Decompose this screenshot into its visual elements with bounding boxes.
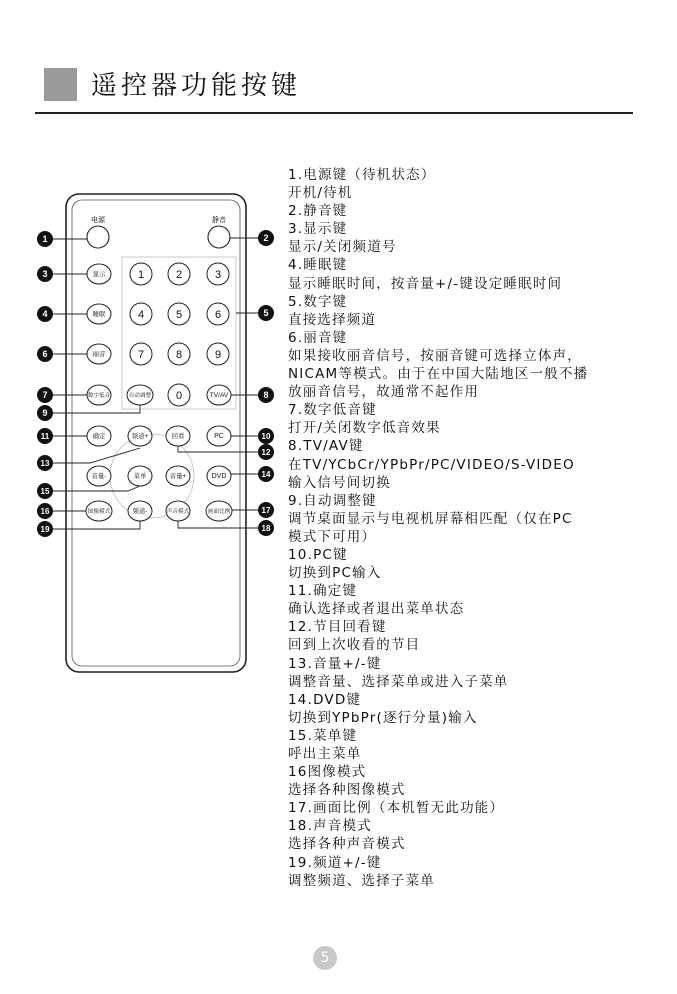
digit-3-label: 3 bbox=[214, 269, 222, 281]
description-line: 模式下可用） bbox=[288, 528, 377, 545]
callout-5-label: 5 bbox=[263, 308, 269, 318]
description-line: 开机/待机 bbox=[288, 185, 353, 202]
description-line: 调整频道、选择子菜单 bbox=[288, 872, 435, 889]
callout-11-label: 11 bbox=[40, 432, 50, 441]
digit-4-label: 4 bbox=[137, 309, 145, 321]
description-line: 8.TV/AV键 bbox=[288, 438, 364, 455]
description-line: 11.确定键 bbox=[288, 583, 358, 600]
description-line: 打开/关闭数字低音效果 bbox=[288, 420, 441, 437]
description-line: NICAM等模式。由于在中国大陆地区一般不播 bbox=[288, 366, 589, 383]
digit-1-label: 1 bbox=[137, 269, 145, 281]
callout-9-label: 9 bbox=[42, 408, 48, 418]
description-line: 显示/关闭频道号 bbox=[288, 239, 397, 256]
display-label: 显示 bbox=[92, 271, 106, 278]
description-line: 显示睡眠时间，按音量+/-键设定睡眠时间 bbox=[288, 275, 563, 292]
menu-label: 菜单 bbox=[133, 473, 147, 480]
pc-label: PC bbox=[214, 433, 224, 440]
description-line: 选择各种声音模式 bbox=[288, 836, 406, 853]
description-line: 2.静音键 bbox=[288, 203, 348, 220]
digit-5-label: 5 bbox=[175, 309, 183, 321]
digit-0-label: 0 bbox=[175, 390, 183, 402]
description-line: 切换到YPbPr(逐行分量)输入 bbox=[288, 709, 478, 726]
callout-10-label: 10 bbox=[261, 432, 271, 441]
description-line: 3.显示键 bbox=[288, 221, 348, 238]
description-line: 在TV/YCbCr/YPbPr/PC/VIDEO/S-VIDEO bbox=[288, 456, 575, 473]
nicam-label: 丽音 bbox=[92, 351, 106, 358]
description-line: 7.数字低音键 bbox=[288, 402, 377, 419]
tvav-label: TV/AV bbox=[209, 392, 229, 399]
power-button bbox=[87, 226, 109, 248]
description-line: 调节桌面显示与电视机屏幕相匹配（仅在PC bbox=[288, 510, 573, 527]
description-line: 13.音量+/-键 bbox=[288, 655, 382, 672]
description-line: 选择各种图像模式 bbox=[288, 782, 406, 799]
description-line: 15.菜单键 bbox=[288, 727, 358, 744]
sleep-label: 睡眠 bbox=[92, 311, 106, 318]
bass-label: 数字低音 bbox=[87, 393, 111, 399]
callout-19-label: 19 bbox=[40, 525, 50, 534]
callout-2-label: 2 bbox=[263, 233, 269, 243]
callout-7-label: 7 bbox=[42, 390, 48, 400]
picture-label: 图像模式 bbox=[87, 509, 111, 515]
mute-button bbox=[208, 226, 230, 248]
description-line: 直接选择频道 bbox=[288, 311, 377, 328]
ch-minus-label: 频道- bbox=[132, 508, 148, 515]
description-line: 如果接收丽音信号，按丽音键可选择立体声， bbox=[288, 347, 582, 364]
power-label: 电源 bbox=[91, 217, 105, 224]
description-line: 19.频道+/-键 bbox=[288, 854, 382, 871]
recall-label: 回看 bbox=[171, 433, 185, 440]
description-line: 16图像模式 bbox=[288, 764, 367, 781]
callout-16-label: 16 bbox=[40, 507, 50, 516]
description-line: 10.PC键 bbox=[288, 546, 348, 563]
aspect-label: 画面比例 bbox=[207, 509, 231, 515]
description-line: 5.数字键 bbox=[288, 293, 348, 310]
auto-label: 自动调整 bbox=[128, 393, 152, 399]
description-line: 放丽音信号，故通常不起作用 bbox=[288, 384, 480, 401]
function-description-list bbox=[288, 166, 668, 890]
callout-15-label: 15 bbox=[40, 487, 50, 496]
digit-6-label: 6 bbox=[214, 309, 222, 321]
ok-label: 确定 bbox=[92, 433, 106, 440]
description-line: 4.睡眠键 bbox=[288, 257, 348, 274]
digit-7-label: 7 bbox=[137, 349, 145, 361]
digit-8-label: 8 bbox=[175, 349, 183, 361]
description-line: 1.电源键（待机状态） bbox=[288, 167, 436, 183]
callout-1-label: 1 bbox=[42, 234, 48, 244]
callout-4-label: 4 bbox=[42, 309, 48, 319]
vol-minus-label: 音量- bbox=[91, 473, 107, 480]
callout-17-label: 17 bbox=[261, 506, 271, 515]
callout-6-label: 6 bbox=[42, 349, 48, 359]
description-line: 确认选择或者退出菜单状态 bbox=[288, 601, 465, 618]
description-line: 12.节目回看键 bbox=[288, 619, 387, 636]
description-line: 17.画面比例（本机暂无此功能） bbox=[288, 800, 505, 817]
vol-plus-label: 音量+ bbox=[169, 473, 187, 480]
remote-control-diagram bbox=[0, 0, 300, 700]
dvd-label: DVD bbox=[211, 473, 227, 480]
description-line: 调整音量、选择菜单或进入子菜单 bbox=[288, 673, 509, 690]
mute-label: 静音 bbox=[212, 217, 226, 224]
description-line: 输入信号间切换 bbox=[288, 474, 391, 491]
digit-2-label: 2 bbox=[175, 269, 183, 281]
callout-18-label: 18 bbox=[261, 524, 271, 533]
page-title: 遥控器功能按键 bbox=[91, 71, 302, 101]
callout-13-label: 13 bbox=[40, 459, 50, 468]
description-line: 切换到PC输入 bbox=[288, 565, 382, 582]
description-line: 6.丽音键 bbox=[288, 329, 348, 346]
ch-plus-label: 频道+ bbox=[131, 433, 149, 440]
page-number: 5 bbox=[313, 946, 337, 970]
description-line: 回到上次收看的节目 bbox=[288, 637, 421, 654]
callout-8-label: 8 bbox=[263, 390, 269, 400]
digit-9-label: 9 bbox=[214, 349, 222, 361]
description-line: 18.声音模式 bbox=[288, 818, 372, 835]
description-line: 呼出主菜单 bbox=[288, 746, 362, 762]
description-line: 14.DVD键 bbox=[288, 691, 362, 708]
callout-3-label: 3 bbox=[42, 269, 48, 279]
callout-12-label: 12 bbox=[261, 448, 271, 457]
sound-label: 声音模式 bbox=[166, 509, 190, 515]
callout-14-label: 14 bbox=[261, 470, 271, 479]
description-line: 9.自动调整键 bbox=[288, 492, 377, 509]
